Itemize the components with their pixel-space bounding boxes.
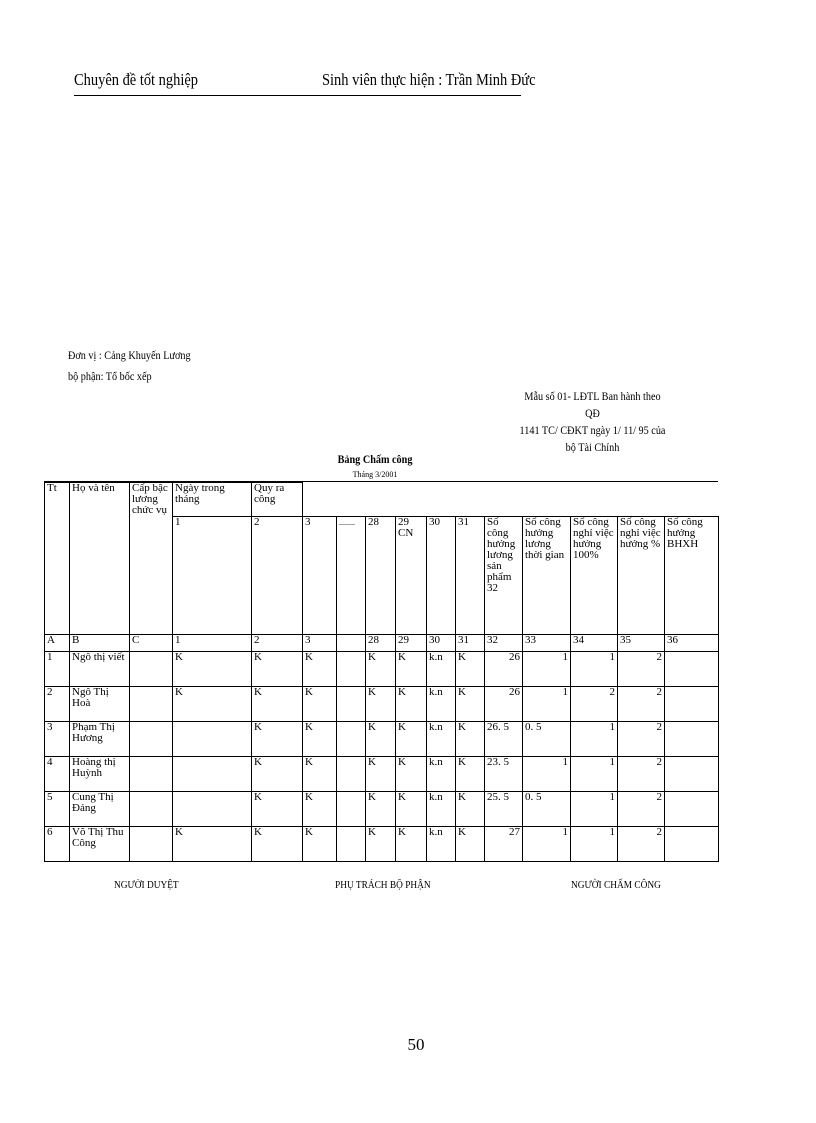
table-cell: K bbox=[396, 652, 427, 687]
table-cell bbox=[337, 757, 366, 792]
header-right: Sinh viên thực hiện : Trần Minh Đức bbox=[322, 70, 536, 89]
table-cell: Hoàng thị Huỳnh bbox=[70, 757, 130, 792]
index-cell: 29 bbox=[396, 635, 427, 652]
table-cell bbox=[665, 827, 719, 862]
sign-timekeeper: NGƯỜI CHẤM CÔNG bbox=[571, 879, 661, 891]
index-cell: 31 bbox=[456, 635, 485, 652]
table-cell bbox=[337, 652, 366, 687]
table-cell: 2 bbox=[618, 757, 665, 792]
table-cell: K bbox=[366, 757, 396, 792]
table-cell: K bbox=[173, 827, 252, 862]
table-cell: 0. 5 bbox=[523, 722, 571, 757]
table-cell: K bbox=[252, 722, 303, 757]
table-cell: K bbox=[456, 827, 485, 862]
table-cell: Võ Thị Thu Công bbox=[70, 827, 130, 862]
day-28: 28 bbox=[366, 517, 396, 635]
index-cell: 30 bbox=[427, 635, 456, 652]
table-cell bbox=[665, 757, 719, 792]
table-cell: 2 bbox=[571, 687, 618, 722]
table-cell bbox=[173, 722, 252, 757]
day-31: 31 bbox=[456, 517, 485, 635]
day-dots: ........ bbox=[337, 517, 366, 635]
table-cell: 1 bbox=[523, 757, 571, 792]
table-row bbox=[45, 827, 719, 862]
index-cell: 1 bbox=[173, 635, 252, 652]
table-cell: K bbox=[252, 652, 303, 687]
col-days: Ngày trong tháng bbox=[173, 483, 252, 517]
table-cell: K bbox=[252, 757, 303, 792]
table-cell: 27 bbox=[485, 827, 523, 862]
table-cell: 2 bbox=[618, 687, 665, 722]
table-cell bbox=[665, 722, 719, 757]
table-cell: 0. 5 bbox=[523, 792, 571, 827]
table-cell bbox=[665, 687, 719, 722]
table-cell: Ngô thị viết bbox=[70, 652, 130, 687]
index-cell: 35 bbox=[618, 635, 665, 652]
table-cell bbox=[173, 792, 252, 827]
table-cell: K bbox=[366, 827, 396, 862]
table-cell: K bbox=[456, 792, 485, 827]
table-cell bbox=[130, 757, 173, 792]
table-cell bbox=[665, 792, 719, 827]
table-cell: 26. 5 bbox=[485, 722, 523, 757]
table-cell bbox=[130, 792, 173, 827]
index-cell: 36 bbox=[665, 635, 719, 652]
header-row-1 bbox=[45, 483, 719, 517]
col-36: Số công hưởng BHXH bbox=[665, 517, 719, 635]
table-cell: 2 bbox=[618, 827, 665, 862]
table-cell: 5 bbox=[45, 792, 70, 827]
table-cell: 6 bbox=[45, 827, 70, 862]
table-cell: K bbox=[456, 687, 485, 722]
table-row bbox=[45, 757, 719, 792]
table-cell: K bbox=[396, 792, 427, 827]
table-cell: 26 bbox=[485, 687, 523, 722]
table-cell: K bbox=[396, 722, 427, 757]
day-2: 2 bbox=[252, 517, 303, 635]
table-cell: K bbox=[252, 687, 303, 722]
col-35: Số công nghỉ việc hưởng % bbox=[618, 517, 665, 635]
index-row bbox=[45, 635, 719, 652]
table-cell: K bbox=[456, 757, 485, 792]
table-cell: Phạm Thị Hương bbox=[70, 722, 130, 757]
table-cell: k.n bbox=[427, 687, 456, 722]
col-32: Số công hưởng lương sản phẩm 32 bbox=[485, 517, 523, 635]
timesheet-table bbox=[44, 482, 719, 862]
table-cell: K bbox=[456, 652, 485, 687]
table-cell: 4 bbox=[45, 757, 70, 792]
day-29: 29 CN bbox=[396, 517, 427, 635]
table-cell bbox=[130, 827, 173, 862]
table-cell: 1 bbox=[45, 652, 70, 687]
form-reference bbox=[505, 388, 680, 456]
header-left: Chuyên đề tốt nghiệp bbox=[74, 70, 199, 89]
table-row bbox=[45, 792, 719, 827]
table-cell: K bbox=[252, 827, 303, 862]
table-cell: 1 bbox=[523, 687, 571, 722]
index-cell: 2 bbox=[252, 635, 303, 652]
org-unit: Đơn vị : Cảng Khuyến Lương bbox=[68, 348, 191, 362]
table-cell: K bbox=[303, 757, 337, 792]
table-cell: k.n bbox=[427, 722, 456, 757]
table-cell: K bbox=[173, 687, 252, 722]
day-3: 3 bbox=[303, 517, 337, 635]
table-cell bbox=[337, 722, 366, 757]
table-cell: K bbox=[303, 722, 337, 757]
col-blank bbox=[303, 483, 719, 517]
table-cell: 26 bbox=[485, 652, 523, 687]
table-row bbox=[45, 722, 719, 757]
table-cell bbox=[173, 757, 252, 792]
table-cell: 3 bbox=[45, 722, 70, 757]
col-grade: Cấp bậc lương chức vụ bbox=[130, 483, 173, 635]
index-cell: 33 bbox=[523, 635, 571, 652]
table-cell: K bbox=[396, 757, 427, 792]
col-34: Số công nghỉ việc hưởng 100% bbox=[571, 517, 618, 635]
index-cell: C bbox=[130, 635, 173, 652]
table-cell: k.n bbox=[427, 827, 456, 862]
col-tt: Tt bbox=[45, 483, 70, 635]
table-cell: K bbox=[252, 792, 303, 827]
table-cell bbox=[337, 687, 366, 722]
table-cell: K bbox=[303, 827, 337, 862]
table-cell bbox=[130, 722, 173, 757]
table-subtitle: Tháng 3/2001 bbox=[352, 470, 398, 479]
table-cell: 1 bbox=[571, 652, 618, 687]
table-cell: K bbox=[456, 722, 485, 757]
table-cell: K bbox=[366, 792, 396, 827]
table-cell: 1 bbox=[571, 722, 618, 757]
table-cell bbox=[665, 652, 719, 687]
table-cell: 1 bbox=[523, 652, 571, 687]
table-cell: K bbox=[173, 652, 252, 687]
sign-approver: NGƯỜI DUYỆT bbox=[114, 879, 179, 891]
table-cell: 1 bbox=[571, 792, 618, 827]
table-cell: 2 bbox=[618, 722, 665, 757]
index-cell: A bbox=[45, 635, 70, 652]
table-cell bbox=[130, 652, 173, 687]
table-cell: 1 bbox=[571, 827, 618, 862]
table-row bbox=[45, 687, 719, 722]
table-cell: 1 bbox=[571, 757, 618, 792]
index-cell: 28 bbox=[366, 635, 396, 652]
form-line-2: 1141 TC/ CĐKT ngày 1/ 11/ 95 của bbox=[519, 423, 666, 437]
table-cell bbox=[130, 687, 173, 722]
form-line-3: bộ Tài Chính bbox=[565, 440, 620, 454]
day-1: 1 bbox=[173, 517, 252, 635]
col-33: Số công hưởng lương thời gian bbox=[523, 517, 571, 635]
table-cell: 23. 5 bbox=[485, 757, 523, 792]
table-title: Bảng Chấm công bbox=[337, 452, 413, 466]
table-cell: k.n bbox=[427, 757, 456, 792]
table-cell bbox=[337, 792, 366, 827]
table-row bbox=[45, 652, 719, 687]
form-line-1: Mẫu số 01- LĐTL Ban hành theo QĐ bbox=[524, 389, 661, 420]
sign-manager: PHỤ TRÁCH BỘ PHẬN bbox=[335, 879, 431, 891]
header-rule bbox=[74, 95, 521, 96]
index-cell: B bbox=[70, 635, 130, 652]
table-cell: 2 bbox=[618, 652, 665, 687]
index-cell: 32 bbox=[485, 635, 523, 652]
index-cell bbox=[337, 635, 366, 652]
table-cell: 2 bbox=[618, 792, 665, 827]
table-cell: k.n bbox=[427, 792, 456, 827]
index-cell: 34 bbox=[571, 635, 618, 652]
table-cell: K bbox=[366, 722, 396, 757]
table-cell: K bbox=[366, 687, 396, 722]
table-cell: K bbox=[303, 652, 337, 687]
day-30: 30 bbox=[427, 517, 456, 635]
col-convert: Quy ra công bbox=[252, 483, 303, 517]
table-cell: K bbox=[396, 687, 427, 722]
table-cell: K bbox=[303, 792, 337, 827]
table-cell bbox=[337, 827, 366, 862]
table-cell: K bbox=[396, 827, 427, 862]
page-number: 50 bbox=[407, 1035, 425, 1054]
table-cell: K bbox=[303, 687, 337, 722]
table-cell: Cung Thị Đảng bbox=[70, 792, 130, 827]
table-cell: 25. 5 bbox=[485, 792, 523, 827]
table-cell: K bbox=[366, 652, 396, 687]
table-cell: 1 bbox=[523, 827, 571, 862]
org-dept: bộ phận: Tổ bốc xếp bbox=[68, 369, 152, 383]
table-cell: 2 bbox=[45, 687, 70, 722]
col-name: Họ và tên bbox=[70, 483, 130, 635]
table-cell: Ngô Thị Hoà bbox=[70, 687, 130, 722]
table-cell: k.n bbox=[427, 652, 456, 687]
index-cell: 3 bbox=[303, 635, 337, 652]
